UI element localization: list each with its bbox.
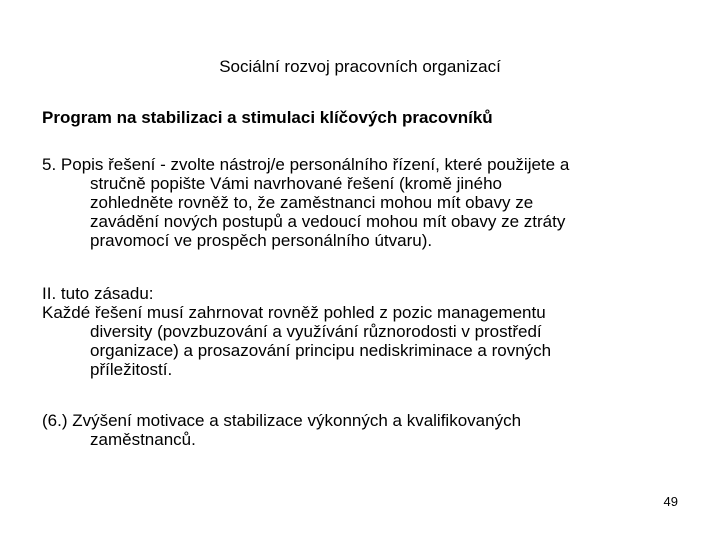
slide-title: Sociální rozvoj pracovních organizací <box>219 57 501 76</box>
item-5-line: 5. Popis řešení - zvolte nástroj/e personálního řízení, které použijete a <box>42 155 570 174</box>
page-number: 49 <box>663 494 678 509</box>
principle-block <box>42 284 551 379</box>
item-5-description <box>42 155 569 250</box>
principle-line: diversity (povzbuzování a využívání různorodosti v prostředí <box>90 322 542 341</box>
principle-line: příležitostí. <box>90 360 173 379</box>
principle-line: II. tuto zásadu: <box>42 284 154 303</box>
principle-line: Každé řešení musí zahrnovat rovněž pohled z pozic managementu <box>42 303 546 322</box>
principle-line: organizace) a prosazování principu nediskriminace a rovných <box>90 341 552 360</box>
item-5-line: pravomocí ve prospěch personálního útvaru). <box>90 231 433 250</box>
item-5-line: zohledněte rovněž to, že zaměstnanci mohou mít obavy ze <box>90 193 534 212</box>
item-5-line: stručně popište Vámi navrhované řešení (kromě jiného <box>90 174 502 193</box>
item-6-line: zaměstnanců. <box>90 430 196 449</box>
item-5-line: zavádění nových postupů a vedoucí mohou mít obavy ze ztráty <box>90 212 566 231</box>
program-heading: Program na stabilizaci a stimulaci klíčových pracovníků <box>42 108 493 127</box>
item-6-line: (6.) Zvýšení motivace a stabilizace výkonných a kvalifikovaných <box>42 411 522 430</box>
item-6-motivation <box>42 411 521 449</box>
